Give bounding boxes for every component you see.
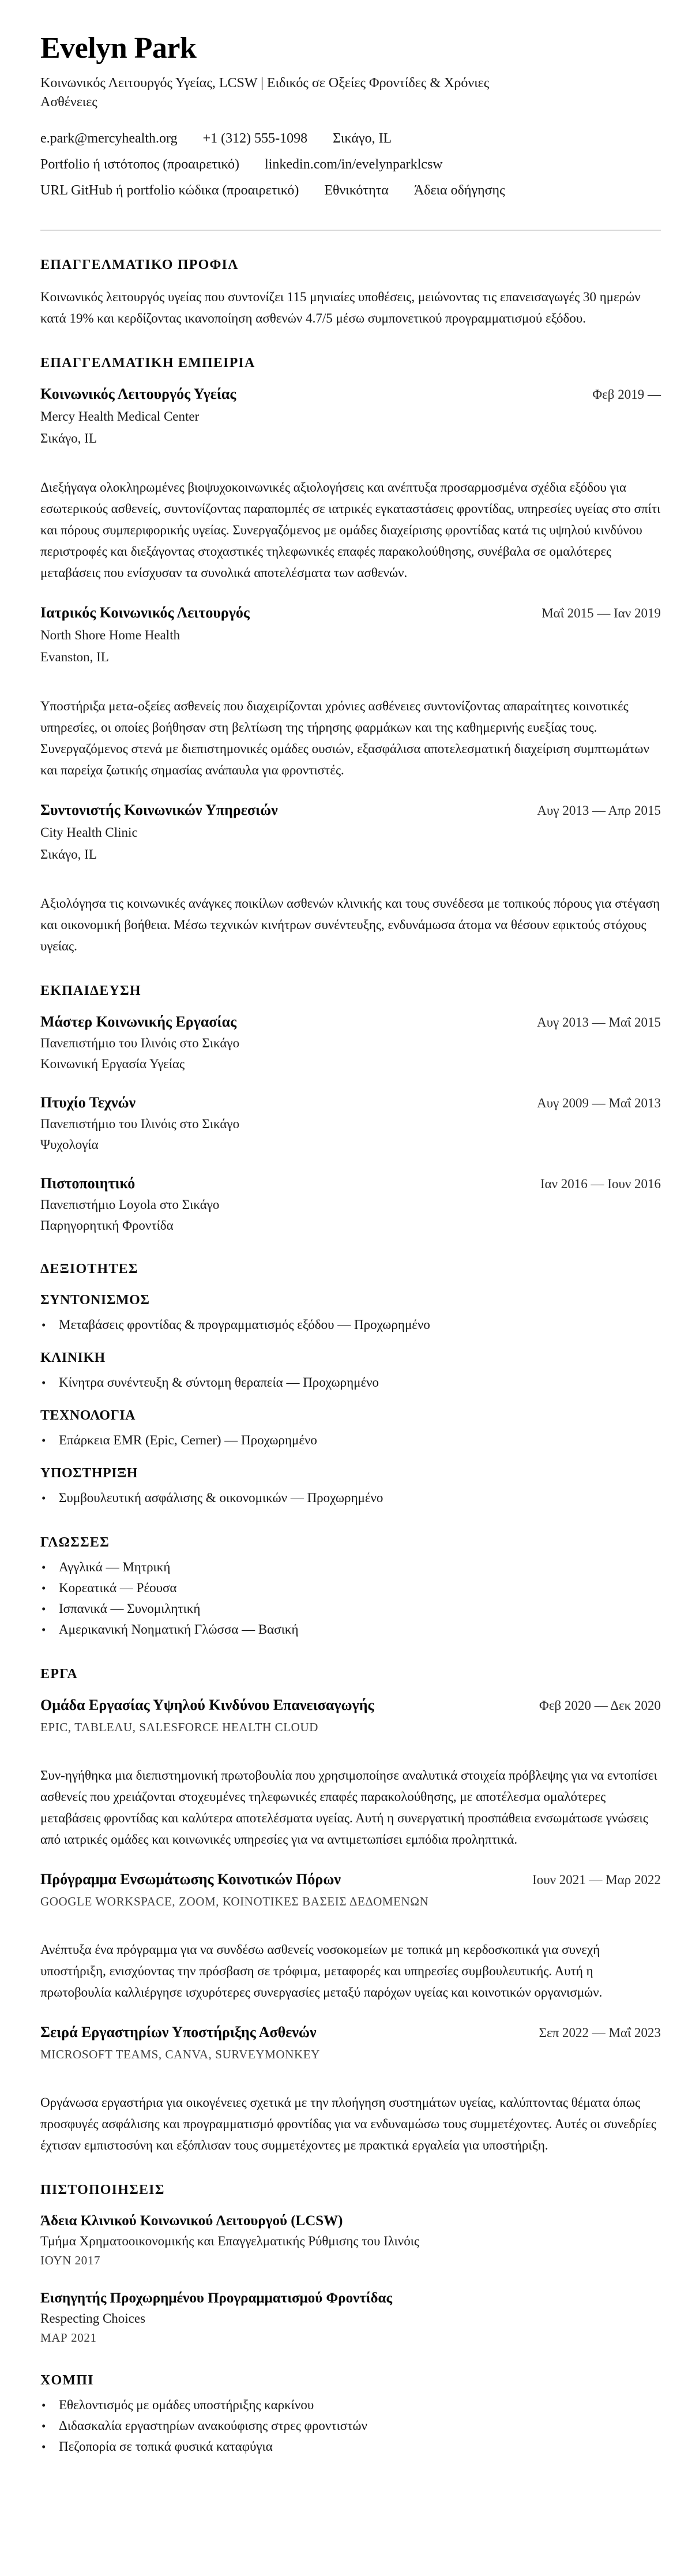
certification-date: ΜΑΡ 2021 [40, 2331, 97, 2345]
profile-heading: ΕΠΑΓΓΕΛΜΑΤΙΚΟ ΠΡΟΦΙΛ [40, 257, 239, 272]
degree-dates: Αυγ 2009 — Μαΐ 2013 [537, 1096, 661, 1110]
job-dates: Μαΐ 2015 — Ιαν 2019 [541, 606, 661, 620]
certification-entry [40, 2212, 661, 2269]
skill-item: • Επάρκεια EMR (Epic, Cerner) — Προχωρημένο [40, 1430, 661, 1451]
language-item: • Ισπανικά — Συνομιλητική [40, 1598, 661, 1619]
skill-item: • Συμβουλευτική ασφάλισης & οικονομικών — Προχωρημένο [40, 1488, 661, 1508]
job-title: Ιατρικός Κοινωνικός Λειτουργός [40, 604, 250, 621]
hobbies-heading: ΧΟΜΠΙ [40, 2373, 94, 2388]
contact-block [40, 129, 661, 200]
section-education [40, 982, 661, 1235]
skill-item: • Μεταβάσεις φροντίδας & προγραμματισμός εξόδου — Προχωρημένο [40, 1315, 661, 1335]
school-name: Πανεπιστήμιο του Ιλινόις στο Σικάγο [40, 1117, 240, 1131]
job-company: North Shore Home Health [40, 628, 180, 642]
job-dates: Αυγ 2013 — Απρ 2015 [537, 803, 661, 818]
field-of-study: Ψυχολογία [40, 1137, 99, 1152]
project-entry [40, 1871, 661, 2003]
experience-heading: ΕΠΑΓΓΕΛΜΑΤΙΚΗ ΕΜΠΕΙΡΙΑ [40, 355, 255, 370]
contact-row-primary [40, 129, 661, 148]
job-location: Σικάγο, IL [40, 847, 97, 862]
languages-heading: ΓΛΩΣΣΕΣ [40, 1535, 110, 1550]
project-description: Συν-ηγήθηκα μια διεπιστημονική πρωτοβουλία που χρησιμοποίησε αναλυτικά στοιχεία πρόβλεψης για να εντοπίσει ασθενείς που χρειάζονται στοχευμένες τηλεφωνικές επαφές παρακολούθησης, με αποτέλεσμα ομαλότερες μεταβάσεις φροντίδας και καλύτερα αποτελέσματα υγείας. Αυτή η συνεργατική προσπάθεια ενσωμάτωσε γνώσεις από ιατρικές ομάδες και κοινωνικές υπηρεσίες για να αντιμετωπίσει εμπόδια προληπτικά. [40, 1768, 657, 1847]
entry-head [40, 604, 661, 621]
profile-text: Κοινωνικός λειτουργός υγείας που συντονίζει 115 μηνιαίες υποθέσεις, μειώνοντας τις επανεισαγωγές 30 ημερών κατά 19% και κερδίζοντας ικανοποίηση ασθενών 4.7/5 μέσω συμπονετικού προγραμματισμού εξόδου. [40, 290, 641, 325]
section-profile [40, 256, 661, 329]
skill-category-name: ΤΕΧΝΟΛΟΓΙΑ [40, 1408, 136, 1423]
certification-issuer: Respecting Choices [40, 2311, 146, 2326]
school-name: Πανεπιστήμιο του Ιλινόις στο Σικάγο [40, 1036, 240, 1050]
school-name: Πανεπιστήμιο Loyola στο Σικάγο [40, 1197, 220, 1212]
experience-entry [40, 385, 661, 583]
degree-title: Πιστοποιητικό [40, 1175, 136, 1192]
project-description: Ανέπτυξα ένα πρόγραμμα για να συνδέσω ασθενείς νοσοκομείων με τοπικά μη κερδοσκοπικά για συνεχή υποστήριξη, ενισχύοντας την πρόσβαση σε τρόφιμα, μεταφορές και υπηρεσίες συμβουλευτικής. Αυτή η πρωτοβουλία καλλιέργησε ισχυρότερες συνεργασίες μεταξύ παρόχων υγείας και κοινοτικών οργανισμών. [40, 1942, 603, 2000]
github-placeholder-text: URL GitHub ή portfolio κώδικα (προαιρετικό) [40, 183, 299, 198]
skill-category-name: ΣΥΝΤΟΝΙΣΜΟΣ [40, 1293, 150, 1308]
job-description: Αξιολόγησα τις κοινωνικές ανάγκες ποικίλων ασθενών κλινικής και τους συνέδεσα με τοπικούς πόρους για στέγαση και οικονομική βοήθεια. Μέσω τεχνικών κινήτρων συνέντευξης, ενδυνάμωσα άτομα να θέσουν εφικτούς στόχους υγείας. [40, 896, 660, 953]
field-of-study: Κοινωνική Εργασία Υγείας [40, 1057, 185, 1071]
job-company: Mercy Health Medical Center [40, 409, 200, 424]
entry-head [40, 1871, 661, 1888]
degree-title: Μάστερ Κοινωνικής Εργασίας [40, 1013, 237, 1030]
experience-entry [40, 604, 661, 781]
project-tools: MICROSOFT TEAMS, CANVA, SURVEYMONKEY [40, 2047, 320, 2061]
job-dates: Φεβ 2019 — [592, 387, 661, 402]
skill-list [40, 1315, 661, 1335]
candidate-name: Evelyn Park [40, 32, 197, 65]
section-certifications [40, 2181, 661, 2346]
nationality-label: Εθνικότητα [324, 183, 389, 198]
degree-dates: Αυγ 2013 — Μαΐ 2015 [537, 1015, 661, 1029]
certification-entry [40, 2290, 661, 2346]
certification-title: Εισηγητής Προχωρημένου Προγραμματισμού Φροντίδας [40, 2290, 393, 2306]
entry-head [40, 1013, 661, 1031]
portfolio-placeholder-text: Portfolio ή ιστότοπος (προαιρετικό) [40, 157, 240, 172]
experience-entry [40, 802, 661, 957]
section-hobbies [40, 2372, 661, 2457]
skill-category [40, 1291, 661, 1335]
language-item: • Αγγλικά — Μητρική [40, 1557, 661, 1578]
project-dates: Ιουν 2021 — Μαρ 2022 [532, 1873, 661, 1887]
degree-dates: Ιαν 2016 — Ιουν 2016 [540, 1177, 661, 1191]
project-title: Σειρά Εργαστηρίων Υποστήριξης Ασθενών [40, 2024, 317, 2040]
skill-list [40, 1430, 661, 1451]
hobby-item: • Διδασκαλία εργαστηρίων ανακούφισης στρες φροντιστών [40, 2416, 661, 2436]
education-entry [40, 1094, 661, 1154]
job-title: Κοινωνικός Λειτουργός Υγείας [40, 385, 236, 402]
skill-category-name: ΚΛΙΝΙΚΗ [40, 1350, 106, 1365]
skill-list [40, 1488, 661, 1508]
candidate-headline: Κοινωνικός Λειτουργός Υγείας, LCSW | Ειδικός σε Οξείες Φροντίδες & Χρόνιες Ασθένειες [40, 76, 490, 110]
job-location: Evanston, IL [40, 650, 109, 664]
skill-category [40, 1407, 661, 1451]
language-list [40, 1557, 661, 1640]
location-text: Σικάγο, IL [333, 131, 392, 146]
hobby-list [40, 2395, 661, 2457]
skill-category-name: ΥΠΟΣΤΗΡΙΞΗ [40, 1466, 138, 1481]
email-text: e.park@mercyhealth.org [40, 131, 178, 146]
driving-license-label: Άδεια οδήγησης [413, 183, 505, 198]
field-of-study: Παρηγορητική Φροντίδα [40, 1218, 174, 1233]
degree-title: Πτυχίο Τεχνών [40, 1094, 136, 1111]
linkedin-text: linkedin.com/in/evelynparklcsw [265, 157, 443, 172]
hobby-item: • Πεζοπορία σε τοπικά φυσικά καταφύγια [40, 2436, 661, 2457]
language-item: • Κορεατικά — Ρέουσα [40, 1578, 661, 1598]
certification-title: Άδεια Κλινικού Κοινωνικού Λειτουργού (LCSW) [40, 2213, 343, 2229]
skill-list [40, 1372, 661, 1393]
section-skills [40, 1260, 661, 1508]
entry-head [40, 1094, 661, 1111]
education-entry [40, 1175, 661, 1235]
contact-row-links [40, 155, 661, 174]
job-company: City Health Clinic [40, 825, 138, 840]
skills-heading: ΔΕΞΙΟΤΗΤΕΣ [40, 1261, 138, 1276]
entry-head [40, 802, 661, 819]
project-description: Οργάνωσα εργαστήρια για οικογένειες σχετικά με την πλοήγηση συστημάτων υγείας, καλύπτοντας θέματα όπως προσφυγές ασφάλισης και προγραμματισμό φροντίδας για να ενδυναμώσω τους συμμετέχοντες. Αυτές οι συνεδρίες έχτισαν εμπιστοσύνη και εξόπλισαν τους συμμετέχοντες με πρακτικά εργαλεία για υποστήριξη. [40, 2095, 657, 2152]
section-languages [40, 1534, 661, 1640]
project-title: Πρόγραμμα Ενσωμάτωσης Κοινοτικών Πόρων [40, 1871, 341, 1888]
education-heading: ΕΚΠΑΙΔΕΥΣΗ [40, 983, 141, 998]
entry-head [40, 1697, 661, 1714]
project-dates: Φεβ 2020 — Δεκ 2020 [539, 1698, 661, 1713]
project-title: Ομάδα Εργασίας Υψηλού Κινδύνου Επανεισαγωγής [40, 1697, 374, 1713]
education-entry [40, 1013, 661, 1073]
job-description: Υποστήριξα μετα-οξείες ασθενείς που διαχειρίζονται χρόνιες ασθένειες συντονίζοντας απαραίτητες κοινοτικές υπηρεσίες, οι οποίες βοήθησαν στη βελτίωση της τήρησης φαρμάκων και της καθημερινής ευεξίας τους. Συνεργαζόμενος στενά με διεπιστημονικές ομάδες ουσιών, εξασφάλισα αποτελεσματική διαχείριση συμπτωμάτων και παρείχα ζωτικής σημασίας ανάπαυλα για φροντιστές. [40, 699, 649, 777]
phone-text: +1 (312) 555-1098 [202, 131, 308, 146]
project-entry [40, 1697, 661, 1850]
language-item: • Αμερικανική Νοηματική Γλώσσα — Βασική [40, 1619, 661, 1640]
projects-heading: ΕΡΓΑ [40, 1667, 78, 1682]
entry-head [40, 2024, 661, 2041]
section-experience [40, 354, 661, 957]
job-title: Συντονιστής Κοινωνικών Υπηρεσιών [40, 802, 278, 818]
contact-row-extra [40, 181, 661, 200]
project-tools: EPIC, TABLEAU, SALESFORCE HEALTH CLOUD [40, 1720, 318, 1734]
project-tools: GOOGLE WORKSPACE, ZOOM, ΚΟΙΝΟΤΙΚΕΣ ΒΑΣΕΙΣ ΔΕΔΟΜΕΝΩΝ [40, 1894, 429, 1908]
certification-issuer: Τμήμα Χρηματοοικονομικής και Επαγγελματικής Ρύθμισης του Ιλινόις [40, 2234, 420, 2248]
project-dates: Σεπ 2022 — Μαΐ 2023 [539, 2025, 661, 2040]
resume-header [40, 31, 661, 200]
entry-head [40, 385, 661, 403]
job-location: Σικάγο, IL [40, 431, 97, 445]
certification-date: ΙΟΥΝ 2017 [40, 2253, 101, 2267]
job-description: Διεξήγαγα ολοκληρωμένες βιοψυχοκοινωνικές αξιολογήσεις και ανέπτυξα προσαρμοσμένα σχέδια εξόδου για εσωτερικούς ασθενείς, συντονίζοντας παραπομπές σε ιατρικές εγκαταστάσεις φροντίδας, υπηρεσίες υγείας στο σπίτι και πόρους συμπεριφορικής υγείας. Συνεργαζόμενος με ομάδες διαχείρισης φροντίδας κατά τις υψηλού κινδύνου περιστροφές και διεξάγοντας στοχαστικές τηλεφωνικές επαφές παρακολούθησης, συνέβαλα σε ομαλότερες μεταβάσεις που ενίσχυσαν τα συνολικά αποτελέσματα των ασθενών. [40, 480, 661, 580]
skill-category [40, 1465, 661, 1508]
section-projects [40, 1665, 661, 2156]
hobby-item: • Εθελοντισμός με ομάδες υποστήριξης καρκίνου [40, 2395, 661, 2416]
entry-head [40, 1175, 661, 1192]
skill-item: • Κίνητρα συνέντευξη & σύντομη θεραπεία — Προχωρημένο [40, 1372, 661, 1393]
certifications-heading: ΠΙΣΤΟΠΟΙΗΣΕΙΣ [40, 2182, 165, 2197]
skill-category [40, 1349, 661, 1393]
project-entry [40, 2024, 661, 2156]
header-divider [40, 230, 661, 231]
